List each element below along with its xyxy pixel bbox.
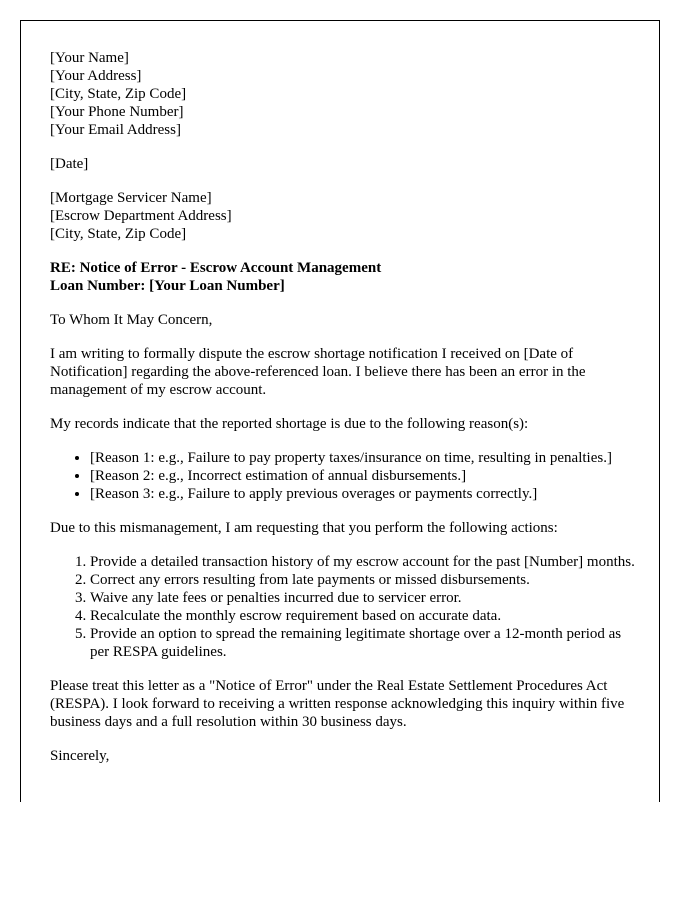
recipient-address: [Escrow Department Address] bbox=[50, 208, 232, 224]
list-item: 2. Correct any errors resulting from late payments or missed disbursements. bbox=[90, 571, 640, 589]
salutation: To Whom It May Concern, bbox=[50, 312, 213, 328]
list-item: 3. Waive any late fees or penalties incurred due to servicer error. bbox=[90, 589, 640, 607]
letter-date: [Date] bbox=[50, 156, 89, 172]
reasons-intro: My records indicate that the reported shortage is due to the following reason(s): bbox=[50, 416, 529, 432]
list-item: • [Reason 2: e.g., Incorrect estimation of annual disbursements.] bbox=[90, 467, 640, 485]
reasons-list bbox=[50, 449, 640, 503]
recipient-name: [Mortgage Servicer Name] bbox=[50, 190, 212, 206]
letter-page bbox=[20, 20, 660, 802]
actions-intro: Due to this mismanagement, I am requesting that you perform the following actions: bbox=[50, 520, 558, 536]
recipient-city: [City, State, Zip Code] bbox=[50, 226, 187, 242]
list-item: 4. Recalculate the monthly escrow requirement based on accurate data. bbox=[90, 607, 640, 625]
sender-block bbox=[50, 49, 640, 139]
sender-city: [City, State, Zip Code] bbox=[50, 86, 187, 102]
closing: Sincerely, bbox=[50, 748, 110, 764]
list-item: • [Reason 1: e.g., Failure to pay property taxes/insurance on time, resulting in penalties.] bbox=[90, 449, 640, 467]
list-item: • [Reason 3: e.g., Failure to apply previous overages or payments correctly.] bbox=[90, 485, 640, 503]
list-item: 5. Provide an option to spread the remaining legitimate shortage over a 12-month period as per RESPA guidelines. bbox=[90, 625, 640, 661]
sender-address: [Your Address] bbox=[50, 68, 142, 84]
letter-body bbox=[50, 49, 640, 781]
recipient-block bbox=[50, 189, 640, 243]
loan-number-line: Loan Number: [Your Loan Number] bbox=[50, 278, 285, 294]
intro-paragraph: I am writing to formally dispute the escrow shortage notification I received on [Date of Notification] regarding the above-referenced loan. I believe there has been an error in the management of my escrow account. bbox=[50, 346, 586, 398]
subject-block bbox=[50, 259, 640, 295]
subject-line: RE: Notice of Error - Escrow Account Management bbox=[50, 260, 382, 276]
actions-list bbox=[50, 553, 640, 661]
sender-name: [Your Name] bbox=[50, 50, 129, 66]
sender-email: [Your Email Address] bbox=[50, 122, 181, 138]
list-item: 1. Provide a detailed transaction history of my escrow account for the past [Number] months. bbox=[90, 553, 640, 571]
sender-phone: [Your Phone Number] bbox=[50, 104, 184, 120]
respa-paragraph: Please treat this letter as a "Notice of Error" under the Real Estate Settlement Procedures Act (RESPA). I look forward to receiving a written response acknowledging this inquiry within five business days and a full resolution within 30 business days. bbox=[50, 678, 625, 730]
